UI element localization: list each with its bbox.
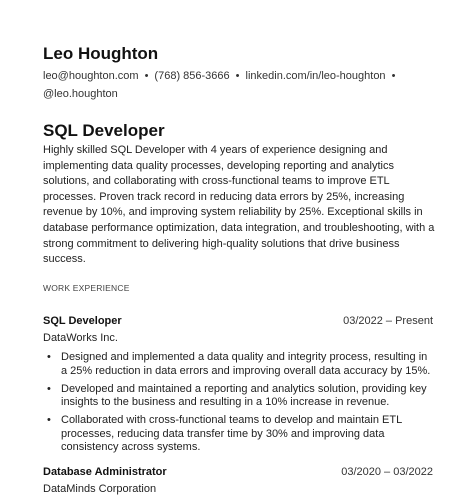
bullet-text: Developed and maintained a reporting and analytics solution, providing key insights to the business and resulting in a 10% increase in revenue. xyxy=(61,382,427,408)
job-dates: 03/2020 – 03/2022 xyxy=(341,466,433,478)
profile-title: SQL Developer xyxy=(43,121,165,140)
profile-summary: Highly skilled SQL Developer with 4 years of experience designing and implementing data quality processes, developing reporting and analytics solutions, and collaborating with cross-functional teams to improve ETL processes. Proven track record in reducing data errors by 25%, increasing revenue by 10%, and improving system reliability by 25%. Exceptional skills in database performance optimization, data integration, and troubleshooting, with a strong commitment to delivering high-quality solutions that drive business success. xyxy=(43,144,435,266)
bullet-item xyxy=(43,351,433,378)
contact-line xyxy=(43,67,435,103)
job-title: Database Administrator xyxy=(43,466,167,478)
job-entry xyxy=(43,466,433,496)
job-entry xyxy=(43,315,433,459)
job-dates: 03/2022 – Present xyxy=(343,315,433,327)
bullet-text: Collaborated with cross-functional teams to develop and maintain ETL processes, reducing data transfer time by 30% and improving data consistency across systems. xyxy=(61,414,402,453)
job-title: SQL Developer xyxy=(43,315,122,327)
bullet-icon: • xyxy=(47,382,51,395)
phone-number: (768) 856-3666 xyxy=(154,70,230,82)
contact-separator: • xyxy=(391,70,396,82)
work-experience-heading: WORK EXPERIENCE xyxy=(43,283,130,293)
company-name: DataMinds Corporation xyxy=(43,483,157,495)
bullet-icon: • xyxy=(47,414,51,426)
bullet-icon: • xyxy=(47,351,51,363)
linkedin-link[interactable]: linkedin.com/in/leo-houghton xyxy=(245,70,386,82)
contact-separator: • xyxy=(235,70,240,82)
bullet-text: Designed and implemented a data quality and integrity process, resulting in a 25% reduction in data errors and improving overall data accuracy by 15%. xyxy=(61,351,431,377)
contact-separator: • xyxy=(144,70,149,82)
job-header xyxy=(43,466,433,482)
email-link[interactable]: leo@houghton.com xyxy=(43,70,139,82)
candidate-name: Leo Houghton xyxy=(43,44,159,63)
company-name: DataWorks Inc. xyxy=(43,332,118,344)
bullet-item xyxy=(43,414,433,455)
job-header xyxy=(43,315,433,331)
job-bullets xyxy=(43,351,433,455)
bullet-item xyxy=(43,383,433,410)
social-handle: @leo.houghton xyxy=(43,88,118,100)
